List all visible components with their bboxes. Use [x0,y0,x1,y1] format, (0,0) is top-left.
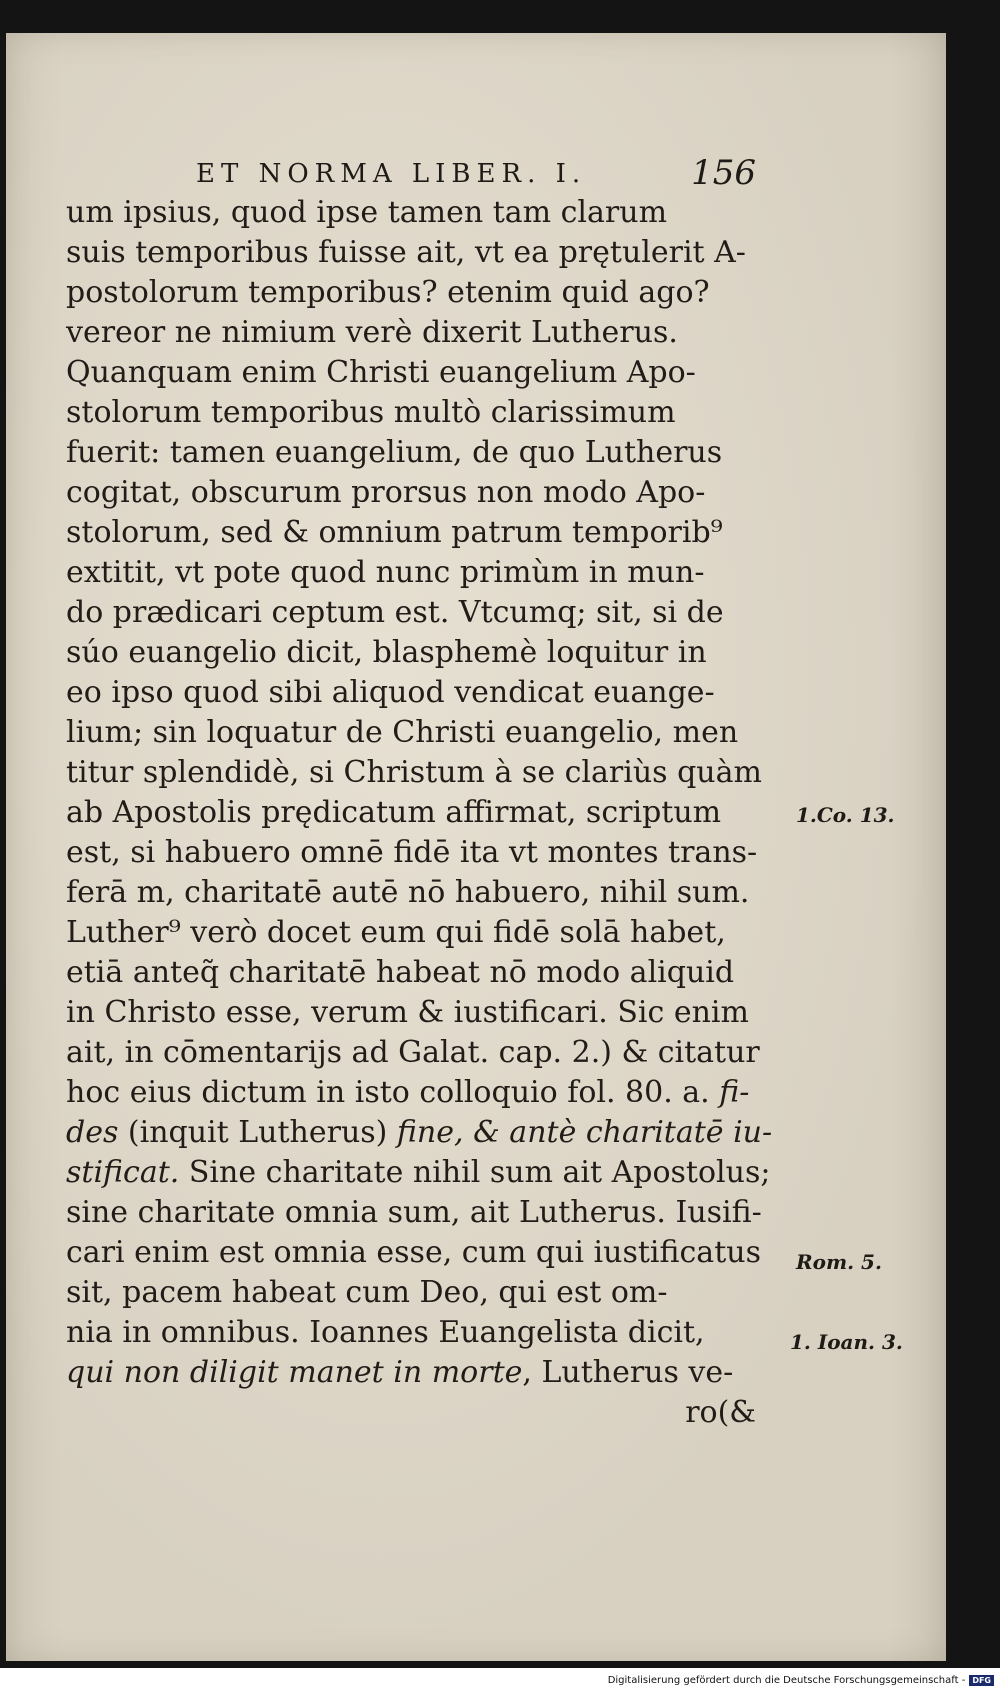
body-text [66,193,773,1433]
text-line: Luther⁹ verò docet eum qui fidē solā habet, [66,915,726,950]
text-line [66,1353,766,1393]
text-line: do prædicari ceptum est. Vtcumq; sit, si de [66,595,724,630]
italic-span: stificat. [66,1155,180,1190]
text-line: fuerit: tamen euangelium, de quo Lutherus [66,435,723,470]
text-line: cogitat, obscurum prorsus non modo Apo- [66,475,706,510]
text-line: cari enim est omnia esse, cum qui iustificatus [66,1235,761,1270]
italic-span: fi- [709,1075,750,1110]
text-line: extitit, vt pote quod nunc primùm in mun- [66,555,705,590]
text-line: ait, in cōmentarijs ad Galat. cap. 2.) & citatur [66,1035,760,1070]
digitization-footer [608,1672,994,1688]
text-line: um ipsius, quod ipse tamen tam clarum [66,195,668,230]
catchword: ro(& [685,1395,756,1430]
italic-span: fine, & antè charitatē iu- [396,1115,773,1150]
text-span: hoc eius dictum in isto colloquio fol. 80. a. [66,1075,710,1110]
text-line: sit, pacem habeat cum Deo, qui est om- [66,1275,668,1310]
text-span: Sine charitate nihil sum ait Apostolus; [179,1155,771,1190]
footer-text: Digitalisierung gefördert durch die Deutsche Forschungsgemeinschaft - [607,1674,966,1686]
text-line: lium; sin loquatur de Christi euangelio, men [66,715,739,750]
text-line: ab Apostolis prędicatum affirmat, scriptum [66,795,722,830]
text-line: eo ipso quod sibi aliquod vendicat euange- [66,675,715,710]
text-line [66,1073,766,1113]
text-line: sine charitate omnia sum, ait Lutherus. Iusifi- [66,1195,762,1230]
text-span: (inquit Lutherus) [118,1115,397,1150]
page-header [196,153,756,193]
text-line: titur splendidè, si Christum à se clariùs quàm [66,755,762,790]
text-line: stolorum temporibus multò clarissimum [66,395,676,430]
italic-span: des [66,1115,119,1150]
margin-note: 1.Co. 13. [796,803,895,827]
text-span: , Lutherus ve- [522,1355,734,1390]
page-number: 156 [691,153,756,193]
text-line: est, si habuero omnē fidē ita vt montes trans- [66,835,758,870]
text-line: stolorum, sed & omnium patrum temporib⁹ [66,515,723,550]
text-line: in Christo esse, verum & iustificari. Sic enim [66,995,749,1030]
text-line: suis temporibus fuisse ait, vt ea prętulerit A- [66,235,746,270]
margin-note: 1. Ioan. 3. [790,1330,903,1354]
text-line: etiā anteq̃ charitatē habeat nō modo aliquid [66,955,735,990]
text-line [66,1153,771,1193]
running-head: ET NORMA LIBER. I. [196,159,587,189]
text-line: súo euangelio dicit, blasphemè loquitur in [66,635,707,670]
text-line: ferā m, charitatē autē nō habuero, nihil sum. [66,875,750,910]
margin-note: Rom. 5. [796,1250,882,1274]
dfg-logo: DFG [969,1675,994,1686]
text-line: postolorum temporibus? etenim quid ago? [66,275,710,310]
text-line: vereor ne nimium verè dixerit Lutherus. [66,315,678,350]
text-line [66,1113,773,1153]
italic-span: qui non diligit manet in morte [66,1355,523,1390]
book-page [6,33,946,1661]
text-line: Quanquam enim Christi euangelium Apo- [66,355,696,390]
text-line: nia in omnibus. Ioannes Euangelista dicit, [66,1315,705,1350]
